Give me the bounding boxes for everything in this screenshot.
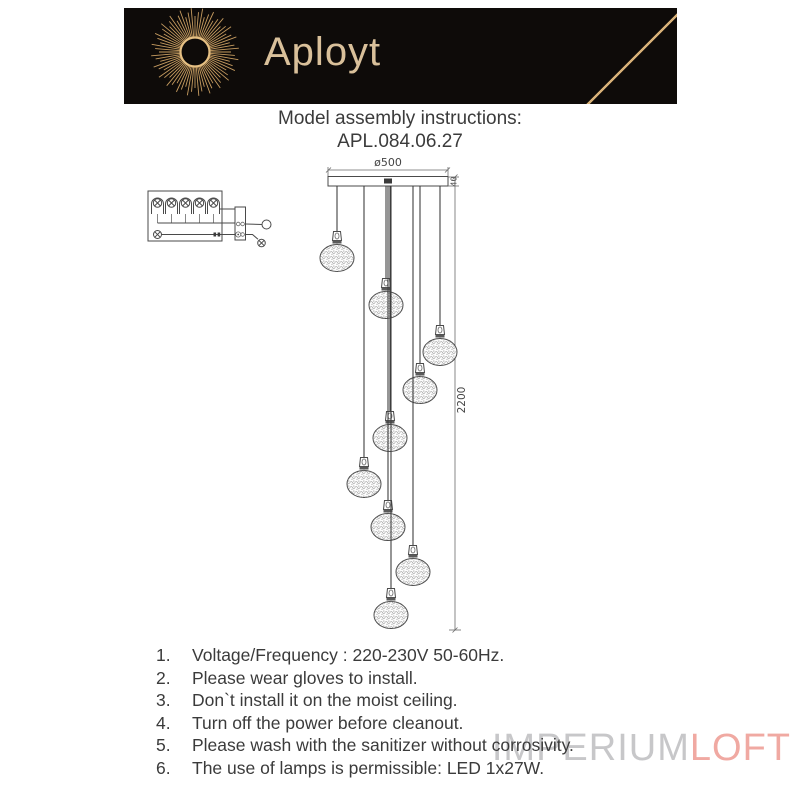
instruction-item (156, 734, 574, 757)
pendant (423, 186, 457, 366)
screw-terminal-icon (194, 198, 206, 223)
screw-terminal-icon (152, 198, 164, 223)
instruction-text: Turn off the power before cleanout. (192, 712, 464, 733)
width-dimension (326, 156, 450, 176)
instruction-number: 5. (156, 735, 171, 756)
instruction-item (156, 689, 574, 712)
pendant (320, 186, 354, 272)
instruction-item (156, 712, 574, 735)
instruction-number: 3. (156, 690, 171, 711)
power-source-icon (262, 220, 271, 229)
canopy-mount (384, 179, 392, 184)
instruction-text: Please wear gloves to install. (192, 667, 418, 688)
pendant (369, 186, 403, 319)
model-number: APL.084.06.27 (337, 131, 463, 152)
instructions-list (156, 644, 574, 780)
instruction-item (156, 667, 574, 690)
plate-thickness-label: 40 (449, 176, 459, 187)
screw-terminal-icon (166, 198, 178, 223)
drop-height-label: 2200 (456, 386, 468, 414)
screw-terminal-icon (208, 198, 220, 223)
pendant (403, 186, 437, 404)
pendant (373, 186, 407, 452)
instruction-number: 6. (156, 757, 171, 778)
instruction-text: Please wash with the sanitizer without corrosivity. (192, 735, 574, 756)
lamp-symbol-icon (154, 231, 162, 239)
wiring-diagram (148, 191, 271, 247)
pendant-lamp-drawing (320, 156, 468, 633)
instruction-text: Voltage/Frequency : 220-230V 50-60Hz. (192, 645, 505, 665)
instruction-number: 4. (156, 712, 171, 733)
drop-height-dimension (449, 175, 468, 633)
page-title: Model assembly instructions: (278, 108, 522, 129)
width-dimension-label: ø500 (374, 156, 402, 169)
instruction-item (156, 757, 574, 780)
instruction-number: 1. (156, 645, 171, 665)
screw-terminal-icon (180, 198, 192, 223)
instruction-number: 2. (156, 667, 171, 688)
watermark-loft: LOFT (689, 727, 791, 769)
instruction-text: The use of lamps is permissible: LED 1x27W. (192, 757, 545, 778)
pendant (347, 186, 381, 498)
instruction-item (156, 644, 574, 667)
lamp-symbol-icon (258, 239, 266, 247)
instruction-text: Don`t install it on the moist ceiling. (192, 690, 458, 711)
pendant-group (320, 186, 457, 629)
brand-name: Aployt (264, 30, 382, 74)
watermark-imperium: IMPERIUM (491, 727, 690, 769)
